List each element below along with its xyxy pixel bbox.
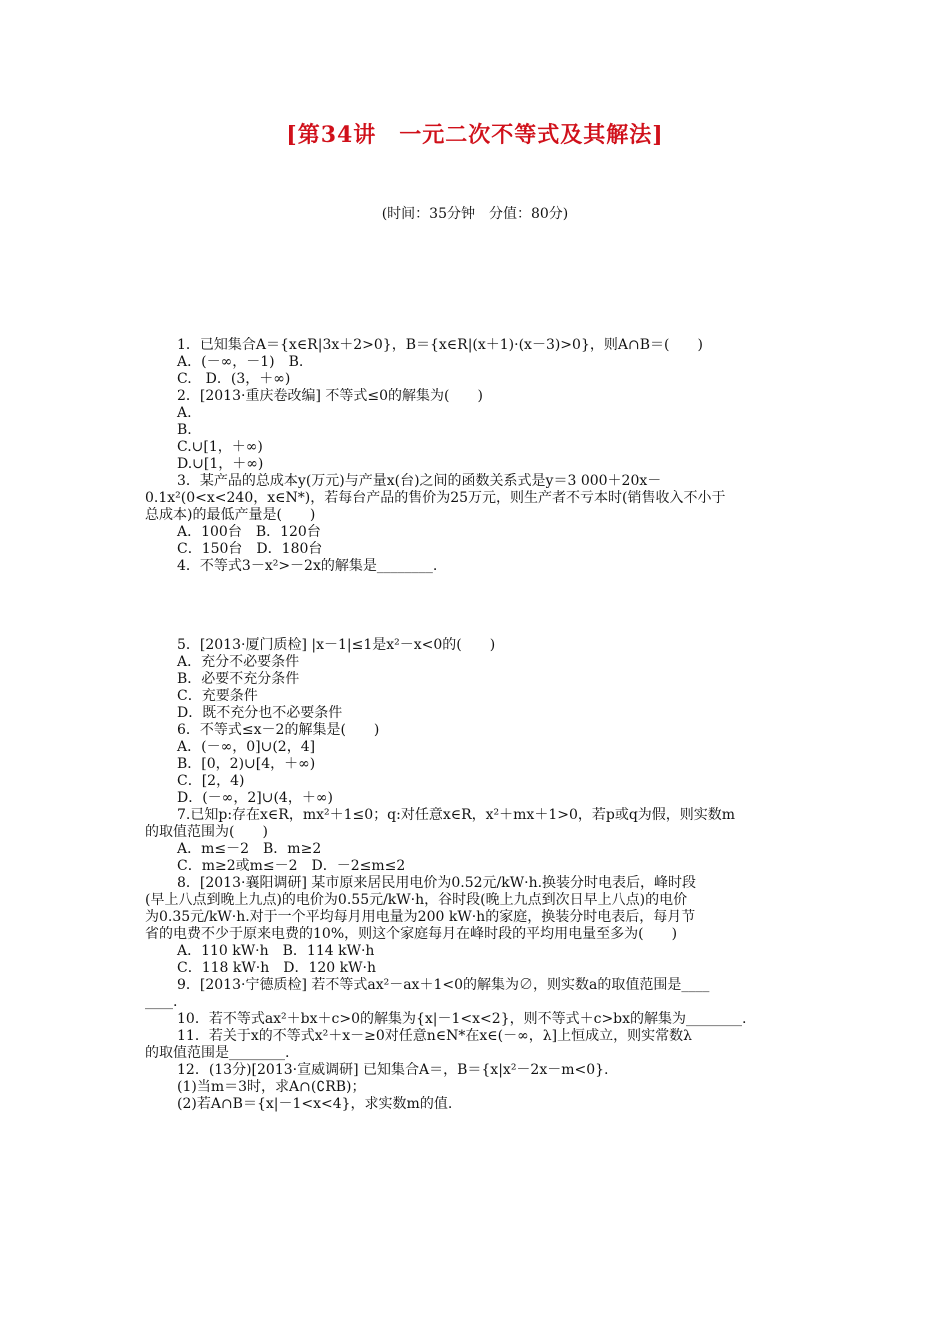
page-title: [第34讲 一元二次不等式及其解法] — [286, 122, 664, 148]
text-line: A．(－∞，－1) B. — [177, 354, 304, 370]
text-line: 4．不等式3－x²>－2x的解集是________. — [177, 558, 438, 574]
text-line: 为0.35元/kW·h.对于一个平均每月用电量为200 kW·h的家庭，换装分时电表后，每月节 — [145, 909, 696, 925]
text-line: 9．[2013·宁德质检] 若不等式ax²－ax＋1<0的解集为∅，则实数a的取值范围是____ — [177, 977, 710, 993]
text-line: A．充分不必要条件 — [177, 654, 300, 670]
time-score-info: (时间：35分钟 分值：80分) — [381, 206, 569, 222]
text-line: (早上八点到晚上九点)的电价为0.55元/kW·h，谷时段(晚上九点到次日早上八点)的电价 — [145, 892, 688, 908]
questions-part-1 — [145, 337, 810, 575]
text-line: 10．若不等式ax²＋bx＋c>0的解集为{x|－1<x<2}，则不等式＋c>bx的解集为________. — [177, 1011, 747, 1027]
text-line: D.∪[1，＋∞) — [177, 456, 264, 472]
text-line: C．m≥2或m≤－2 D．－2≤m≤2 — [177, 858, 406, 874]
text-line: A．(－∞，0]∪(2，4] — [177, 739, 316, 755]
text-line: A. — [177, 405, 192, 421]
text-line: 12．(13分)[2013·宣威调研] 已知集合A＝，B＝{x|x²－2x－m<0}. — [177, 1062, 609, 1078]
text-line: 总成本)的最低产量是( ) — [145, 507, 316, 523]
text-line: (2)若A∩B＝{x|－1<x<4}，求实数m的值. — [177, 1096, 453, 1112]
text-line: B. — [177, 422, 192, 438]
text-line: C. D．(3，＋∞) — [177, 371, 291, 387]
text-line: C．118 kW·h D．120 kW·h — [177, 960, 376, 976]
text-line: 的取值范围为( ) — [145, 824, 268, 840]
text-line: D．既不充分也不必要条件 — [177, 705, 343, 721]
text-line: A．m≤－2 B．m≥2 — [177, 841, 322, 857]
text-line: 6．不等式≤x－2的解集是( ) — [177, 722, 380, 738]
text-line: C．充要条件 — [177, 688, 258, 704]
text-line: B．必要不充分条件 — [177, 671, 300, 687]
text-line: 省的电费不少于原来电费的10%，则这个家庭每月在峰时段的平均用电量至多为( ) — [145, 926, 678, 942]
text-line: 7.已知p:存在x∈R，mx²＋1≤0；q:对任意x∈R，x²＋mx＋1>0，若p或q为假，则实数m — [177, 807, 736, 823]
questions-part-2 — [145, 637, 810, 1113]
text-line: 3．某产品的总成本y(万元)与产量x(台)之间的函数关系式是y＝3 000＋20x－ — [177, 473, 662, 489]
text-line: 的取值范围是________. — [145, 1045, 290, 1061]
text-line: (1)当m＝3时，求A∩(∁RB)； — [177, 1079, 366, 1095]
text-line: C．[2，4) — [177, 773, 245, 789]
text-line: A．100台 B．120台 — [177, 524, 321, 540]
text-line: A．110 kW·h B．114 kW·h — [177, 943, 375, 959]
text-line: 2．[2013·重庆卷改编] 不等式≤0的解集为( ) — [177, 388, 483, 404]
text-line: 0.1x²(0<x<240，x∈N*)，若每台产品的售价为25万元，则生产者不亏本时(销售收入不小于 — [145, 490, 726, 506]
text-line: B．[0，2)∪[4，＋∞) — [177, 756, 316, 772]
text-line: 11．若关于x的不等式x²＋x－≥0对任意n∈N*在x∈(－∞，λ]上恒成立，则实常数λ — [177, 1028, 692, 1044]
text-line: 8．[2013·襄阳调研] 某市原来居民用电价为0.52元/kW·h.换装分时电表后，峰时段 — [177, 875, 697, 891]
text-line: C.∪[1，＋∞) — [177, 439, 263, 455]
text-line: C．150台 D．180台 — [177, 541, 323, 557]
text-line: ____. — [145, 994, 178, 1010]
text-line: D．(－∞，2]∪(4，＋∞) — [177, 790, 333, 806]
text-line: 5．[2013·厦门质检] |x－1|≤1是x²－x<0的( ) — [177, 637, 496, 653]
text-line: 1．已知集合A＝{x∈R|3x＋2>0}，B＝{x∈R|(x＋1)·(x－3)>0}，则A∩B＝( ) — [177, 337, 703, 353]
